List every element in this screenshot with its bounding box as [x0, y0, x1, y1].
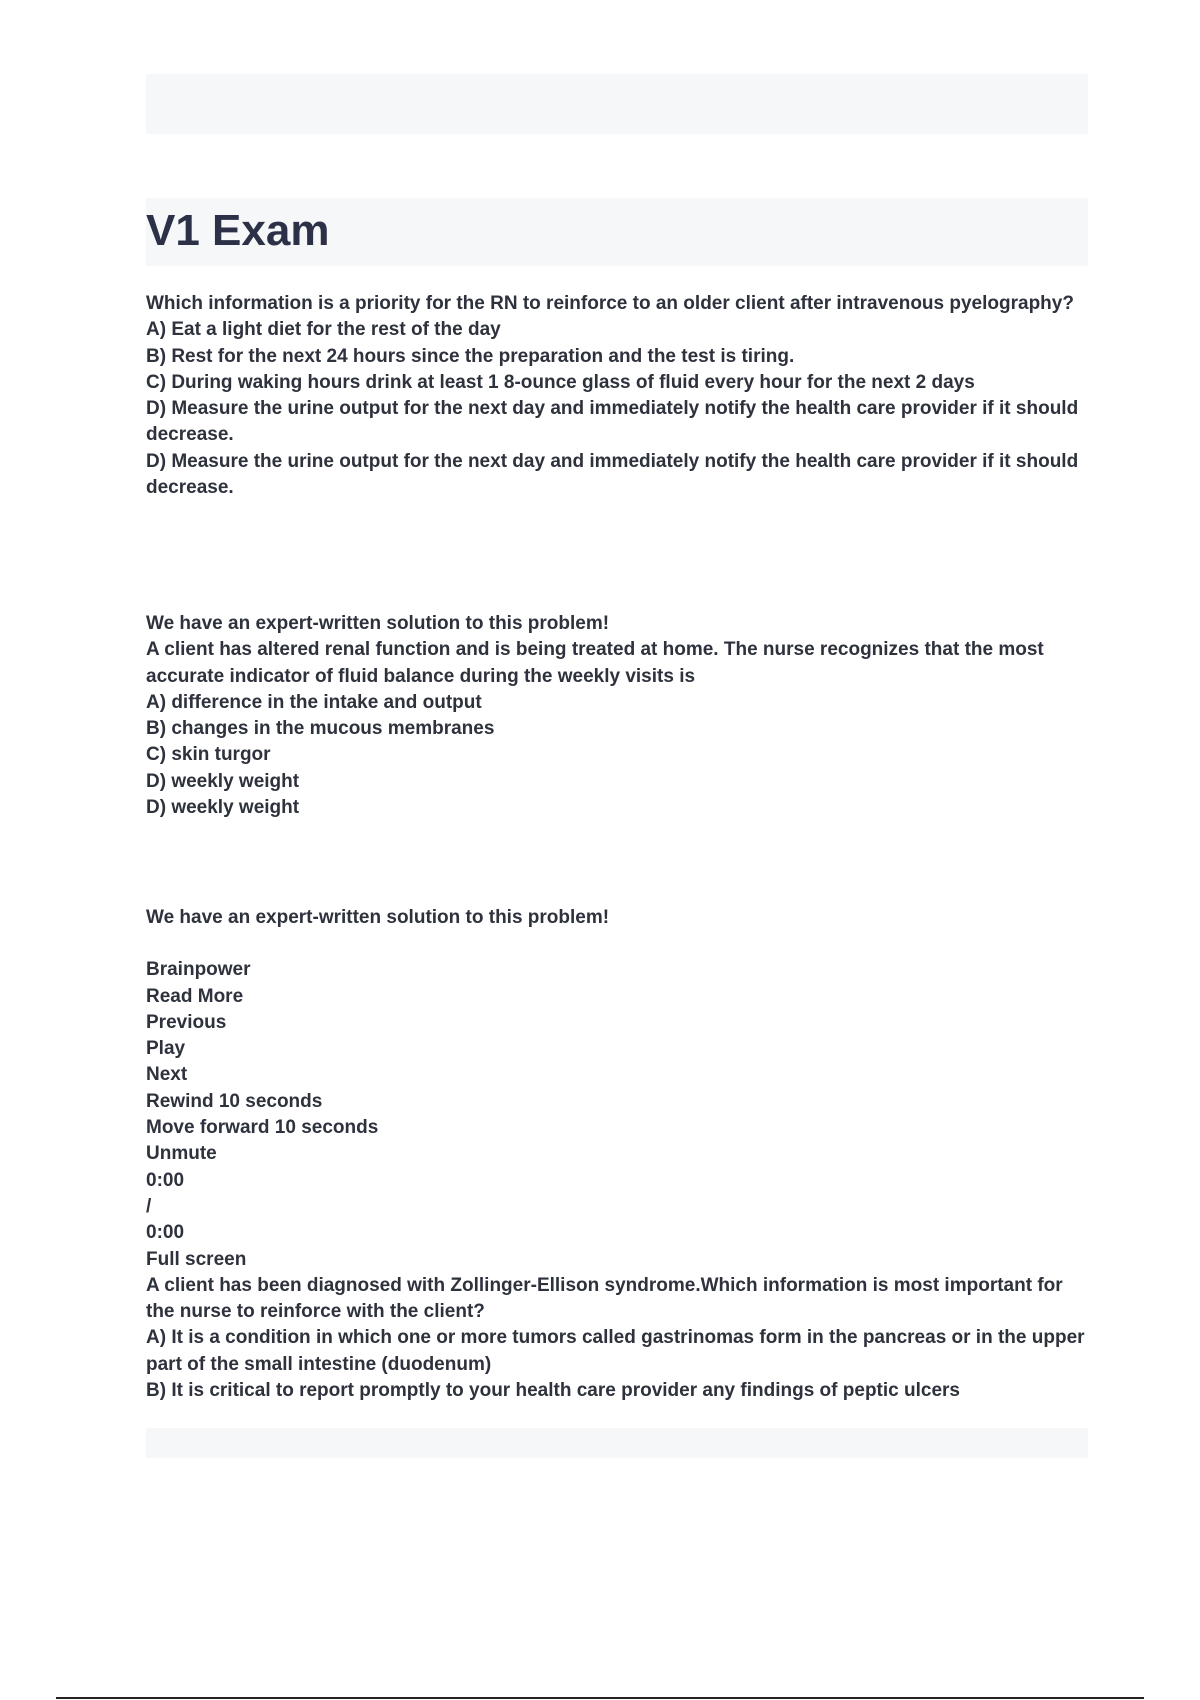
question-block-1 — [146, 291, 1088, 501]
option-b: B) Rest for the next 24 hours since the preparation and the test is tiring. — [146, 345, 795, 367]
option-d: D) Measure the urine output for the next day and immediately notify the health care provider if it should decrease. — [146, 398, 1079, 446]
player-brand: Brainpower — [146, 959, 251, 981]
option-d: D) weekly weight — [146, 770, 300, 792]
option-a: A) Eat a light diet for the rest of the day — [146, 319, 501, 341]
spacer — [146, 931, 1088, 957]
option-c: C) skin turgor — [146, 744, 271, 766]
next-button[interactable]: Next — [146, 1064, 188, 1086]
option-b: B) changes in the mucous membranes — [146, 718, 495, 740]
solution-banner: We have an expert-written solution to this problem! — [146, 613, 610, 634]
previous-button[interactable]: Previous — [146, 1011, 227, 1033]
option-a: A) difference in the intake and output — [146, 691, 482, 713]
option-a: A) It is a condition in which one or more tumors called gastrinomas form in the pancreas or in the upper part of the small intestine (duodenum) — [146, 1327, 1085, 1375]
option-c: C) During waking hours drink at least 1 8-ounce glass of fluid every hour for the next 2 days — [146, 371, 975, 393]
question-block-3 — [146, 905, 1088, 1404]
question-text: Which information is a priority for the RN to reinforce to an older client after intravenous pyelography? — [146, 293, 1074, 314]
question-text: A client has been diagnosed with Zollinger-Ellison syndrome.Which information is most important for the nurse to reinforce with the client? — [146, 1274, 1063, 1323]
footer-placeholder-band — [146, 1428, 1088, 1458]
answer-text: D) weekly weight — [146, 797, 300, 819]
question-text: A client has altered renal function and is being treated at home. The nurse recognizes that the most accurate indicator of fluid balance during the weekly visits is — [146, 639, 1044, 687]
question-block-2 — [146, 611, 1088, 821]
current-time: 0:00 — [146, 1169, 185, 1191]
solution-banner: We have an expert-written solution to this problem! — [146, 907, 610, 928]
fullscreen-button[interactable]: Full screen — [146, 1248, 247, 1270]
option-b: B) It is critical to report promptly to your health care provider any findings of peptic ulcers — [146, 1380, 960, 1402]
answer-text: D) Measure the urine output for the next day and immediately notify the health care provider if it should decrease. — [146, 450, 1079, 499]
forward-button[interactable]: Move forward 10 seconds — [146, 1117, 379, 1139]
time-separator: / — [146, 1195, 152, 1217]
duration-time: 0:00 — [146, 1222, 185, 1244]
read-more-link[interactable]: Read More — [146, 985, 244, 1007]
unmute-button[interactable]: Unmute — [146, 1143, 217, 1165]
rewind-button[interactable]: Rewind 10 seconds — [146, 1090, 323, 1112]
page-bottom-rule — [56, 1697, 1144, 1699]
play-button[interactable]: Play — [146, 1038, 186, 1060]
page-title: V1 Exam — [146, 206, 330, 255]
header-placeholder-band — [146, 74, 1088, 134]
